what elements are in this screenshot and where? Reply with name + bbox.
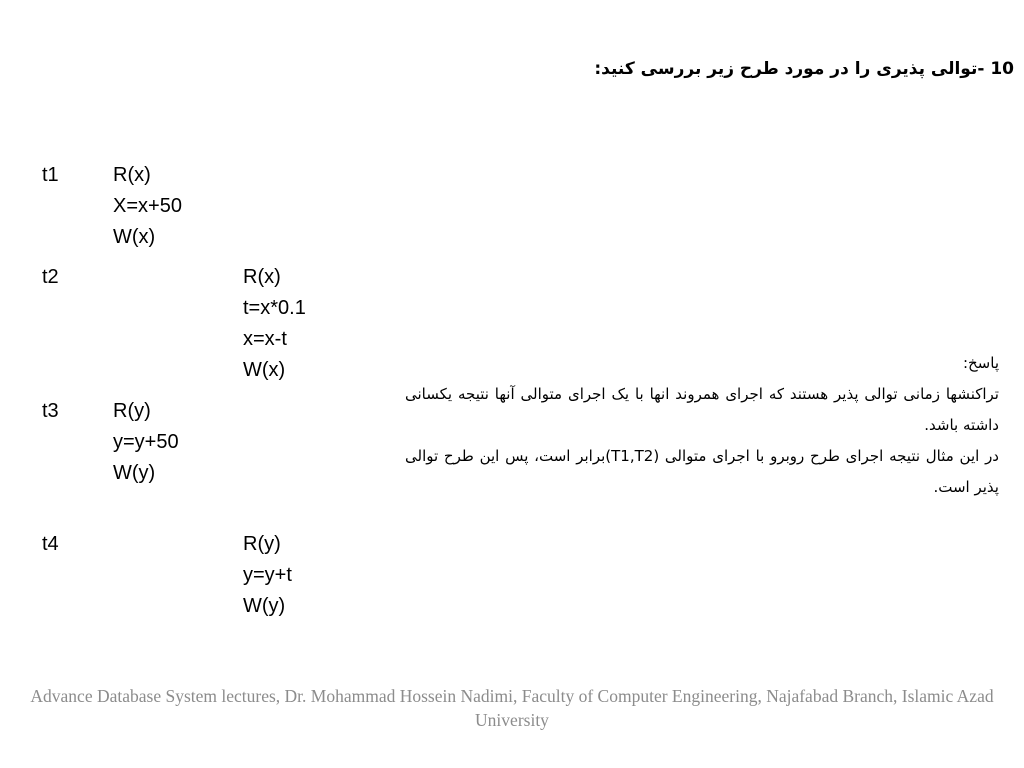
operation-line: W(y) xyxy=(243,595,286,617)
transaction-ops-t1 xyxy=(113,160,182,253)
operation-line: X=x+50 xyxy=(113,195,182,217)
transaction-ops-t4 xyxy=(243,529,292,622)
operation-line: W(y) xyxy=(113,462,156,484)
answer-paragraph-2: در این مثال نتیجه اجرای طرح روبرو با اجرای متوالی (T1,T2)برابر است، پس این طرح توالی پذیر است. xyxy=(405,447,999,496)
operation-line: W(x) xyxy=(243,359,286,381)
operation-line: R(y) xyxy=(113,400,151,422)
operation-line: x=x-t xyxy=(243,328,287,350)
transaction-ops-t3 xyxy=(113,396,179,489)
operation-line: y=y+t xyxy=(243,564,292,586)
answer-heading: پاسخ: xyxy=(962,354,999,372)
transaction-label-t1: t1 xyxy=(42,164,59,186)
transaction-label-t3: t3 xyxy=(42,400,59,422)
operation-line: R(y) xyxy=(243,533,281,555)
operation-line: t=x*0.1 xyxy=(243,297,306,319)
operation-line: R(x) xyxy=(113,164,151,186)
slide-title: 10 -توالی پذیری را در مورد طرح زیر بررسی کنید: xyxy=(594,59,1014,79)
transaction-ops-t2 xyxy=(243,262,306,386)
footer-credit: Advance Database System lectures, Dr. Mohammad Hossein Nadimi, Faculty of Computer Engineering, Najafabad Branch, Islamic Azad University xyxy=(30,686,994,730)
operation-line: R(x) xyxy=(243,266,281,288)
transaction-label-t2: t2 xyxy=(42,266,59,288)
answer-paragraph-1: تراکنشها زمانی توالی پذیر هستند که اجرای همروند انها با یک اجرای متوالی آنها نتیجه یکسانی داشته باشد. xyxy=(405,385,999,434)
transaction-label-t4: t4 xyxy=(42,533,59,555)
operation-line: y=y+50 xyxy=(113,431,179,453)
operation-line: W(x) xyxy=(113,226,156,248)
answer-block xyxy=(405,348,999,503)
